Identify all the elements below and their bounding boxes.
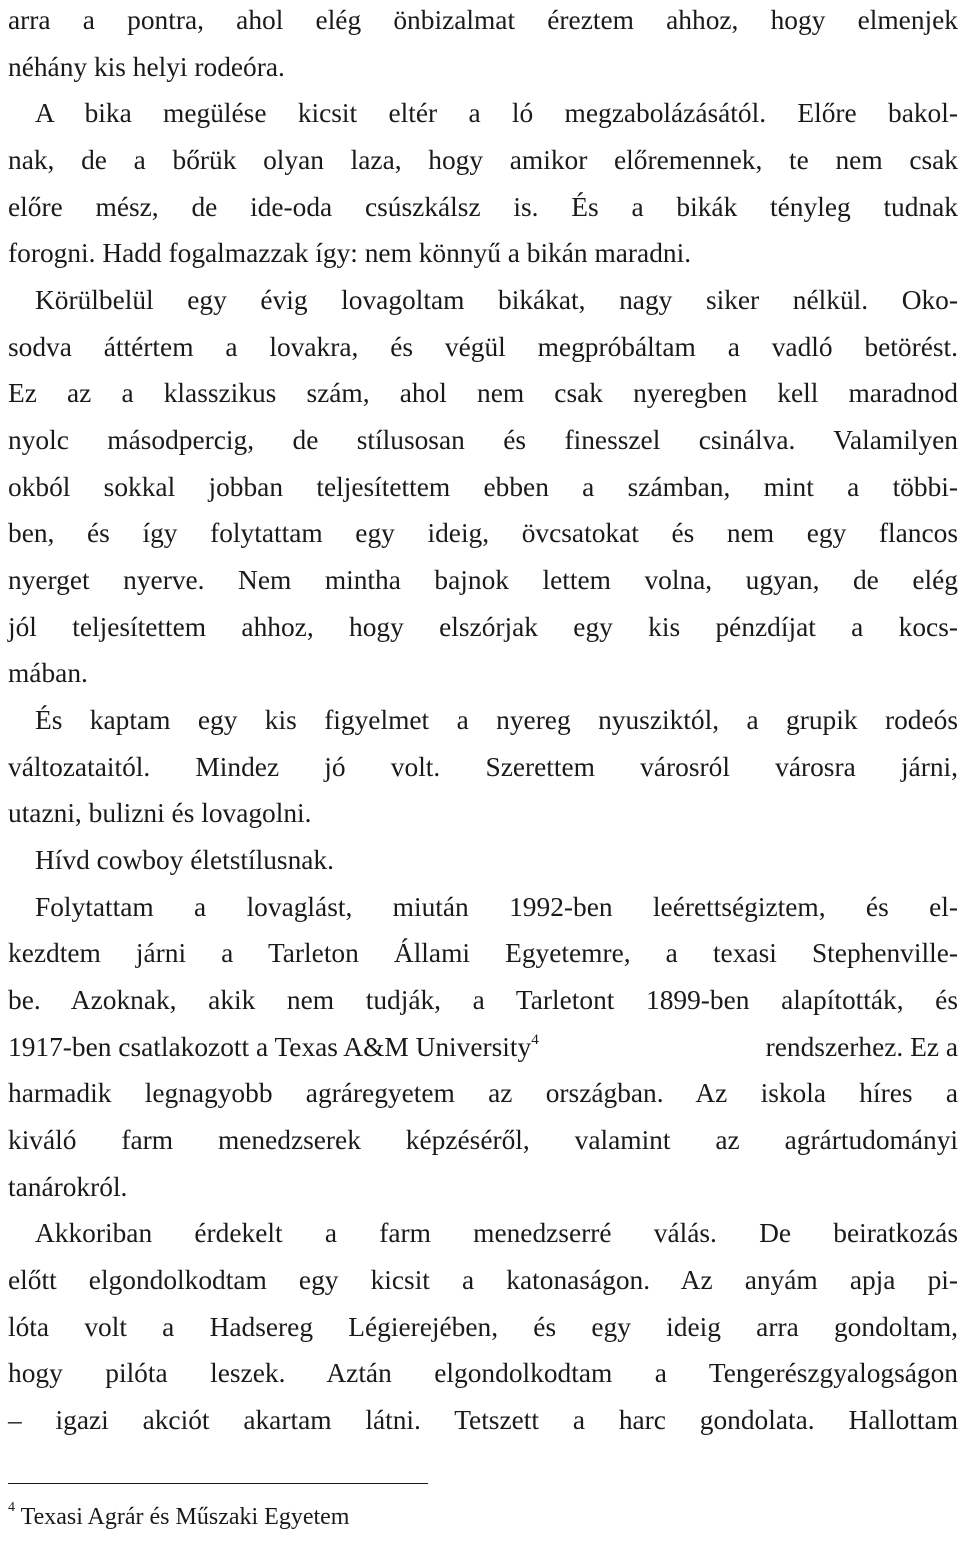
text-line-with-footnote xyxy=(8,1027,958,1067)
text-line: Hívd cowboy életstílusnak. xyxy=(35,845,334,875)
text-line: ben, és így folytattam egy ideig, övcsatokat és nem egy flancos xyxy=(8,518,958,548)
text-line: A bika megülése kicsit eltér a ló megzabolázásától. Előre bakol- xyxy=(35,98,958,128)
text-line: – igazi akciót akartam látni. Tetszett a harc gondolata. Hallottam xyxy=(8,1405,958,1435)
text-line: hogy pilóta leszek. Aztán elgondolkodtam a Tengerészgyalogságon xyxy=(8,1358,958,1388)
text-line: nak, de a bőrük olyan laza, hogy amikor előremennek, te nem csak xyxy=(8,145,958,175)
footnote-reference: 4 xyxy=(531,1032,539,1048)
text-line: előtt elgondolkodtam egy kicsit a katonaságon. Az anyám apja pi- xyxy=(8,1265,958,1295)
footnote-text: Texasi Agrár és Műszaki Egyetem xyxy=(20,1504,350,1530)
text-line: nyolc másodpercig, de stílusosan és finesszel csinálva. Valamilyen xyxy=(8,425,958,455)
footnote xyxy=(8,1497,349,1537)
text-line: tanárokról. xyxy=(8,1172,128,1202)
text-line: nyerget nyerve. Nem mintha bajnok lettem volna, ugyan, de elég xyxy=(8,565,958,595)
text-line-part: 1917-ben csatlakozott a Texas A&M University xyxy=(8,1032,532,1062)
text-line: kezdtem járni a Tarleton Állami Egyetemre, a texasi Stephenville- xyxy=(8,938,958,968)
text-line: Ez az a klasszikus szám, ahol nem csak nyeregben kell maradnod xyxy=(8,378,958,408)
text-line: mában. xyxy=(8,658,88,688)
text-line: És kaptam egy kis figyelmet a nyereg nyusziktól, a grupik rodeós xyxy=(35,705,958,735)
text-line: sodva áttértem a lovakra, és végül megpróbáltam a vadló betörést. xyxy=(8,332,958,362)
text-line: kiváló farm menedzserek képzéséről, valamint az agrártudományi xyxy=(8,1125,958,1155)
text-line: jól teljesítettem ahhoz, hogy elszórjak egy kis pénzdíjat a kocs- xyxy=(8,612,958,642)
text-line: Akkoriban érdekelt a farm menedzserré válás. De beiratkozás xyxy=(35,1218,958,1248)
footnote-mark: 4 xyxy=(8,1500,15,1515)
text-line: harmadik legnagyobb agráregyetem az országban. Az iskola híres a xyxy=(8,1078,958,1108)
text-line: néhány kis helyi rodeóra. xyxy=(8,52,285,82)
text-line: Folytattam a lovaglást, miután 1992-ben leérettségiztem, és el- xyxy=(35,892,958,922)
footnote-separator xyxy=(8,1483,428,1484)
text-line: lóta volt a Hadsereg Légierejében, és egy ideig arra gondoltam, xyxy=(8,1312,958,1342)
text-line: arra a pontra, ahol elég önbizalmat éreztem ahhoz, hogy elmenjek xyxy=(8,5,958,35)
text-line: utazni, bulizni és lovagolni. xyxy=(8,798,312,828)
text-line: Körülbelül egy évig lovagoltam bikákat, nagy siker nélkül. Oko- xyxy=(35,285,958,315)
text-line: be. Azoknak, akik nem tudják, a Tarletont 1899-ben alapították, és xyxy=(8,985,958,1015)
text-line: előre mész, de ide-oda csúszkálsz is. És a bikák tényleg tudnak xyxy=(8,192,958,222)
text-line-part: rendszerhez. Ez a xyxy=(765,1032,958,1062)
text-line: okból sokkal jobban teljesítettem ebben a számban, mint a többi- xyxy=(8,472,958,502)
text-line: forogni. Hadd fogalmazzak így: nem könnyű a bikán maradni. xyxy=(8,238,692,268)
text-line: változataitól. Mindez jó volt. Szerettem városról városra járni, xyxy=(8,752,958,782)
